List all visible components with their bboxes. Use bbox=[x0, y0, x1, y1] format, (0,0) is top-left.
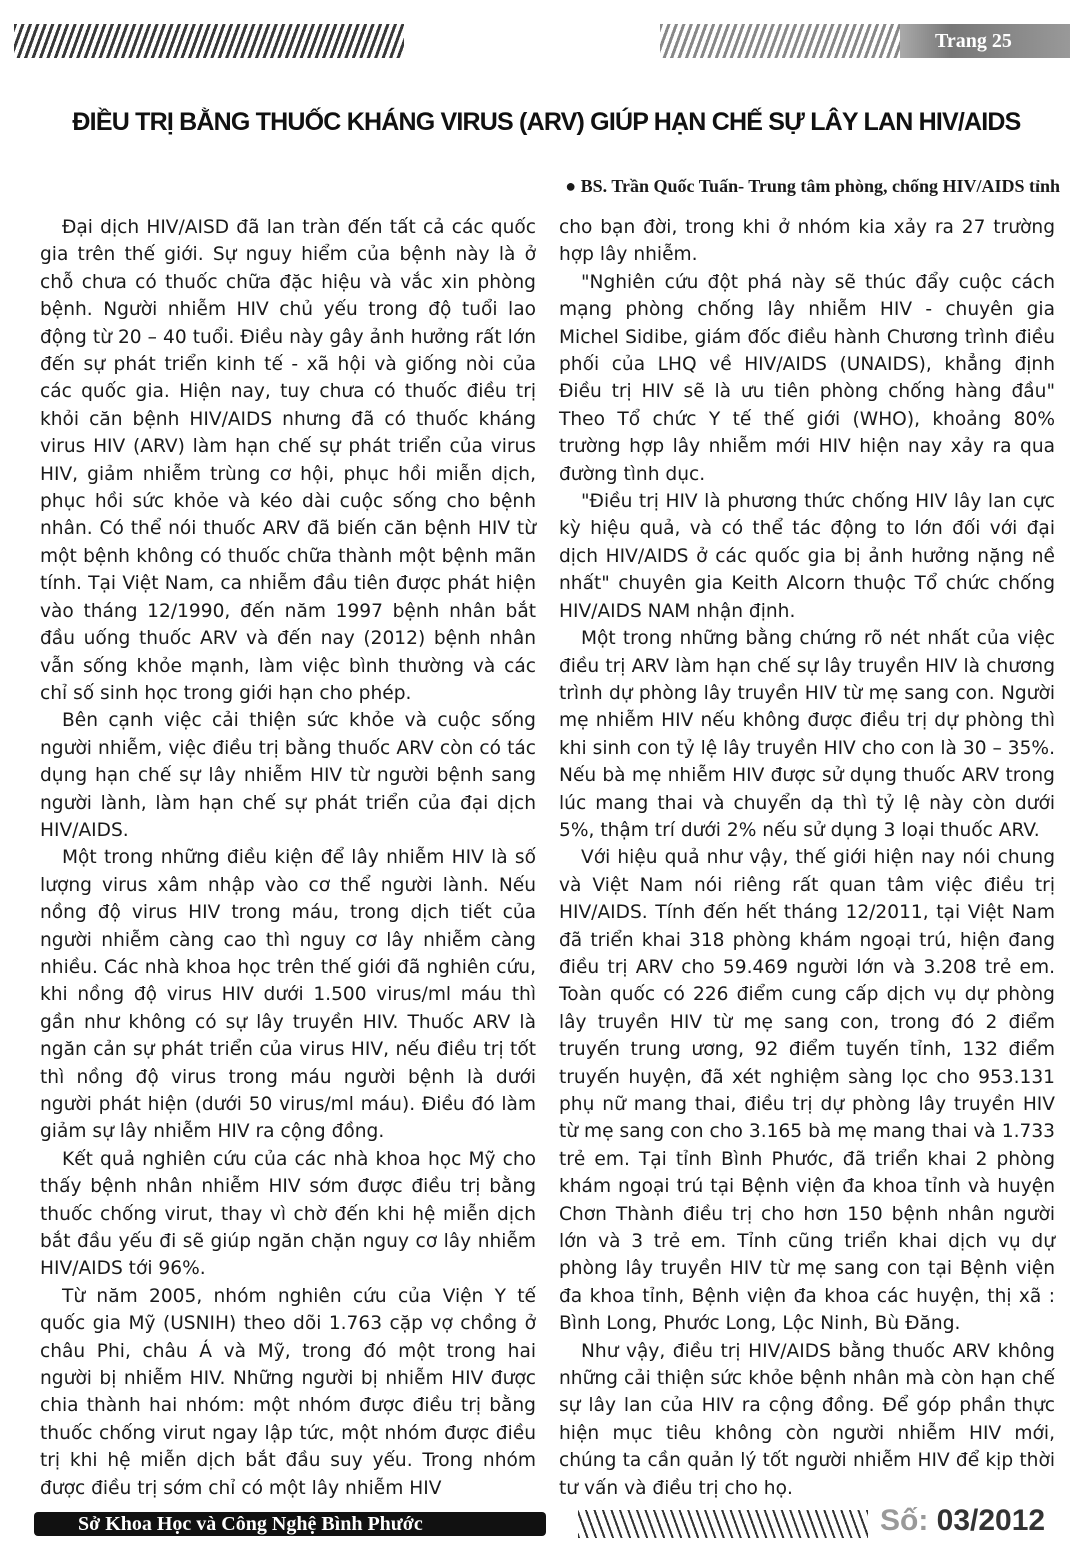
issue-value: 03/2012 bbox=[936, 1504, 1046, 1537]
issue-prefix: Số: bbox=[880, 1504, 929, 1537]
paragraph: "Điều trị HIV là phương thức chống HIV lây lan cực kỳ hiệu quả, và có thể tác động to lớn đối với đại dịch HIV/AIDS ở các quốc gia bị ảnh hưởng nặng nề nhất" chuyên gia Keith Alcorn thuộc Tổ chức chống HIV/AIDS NAM nhận định. bbox=[559, 491, 1055, 622]
paragraph: Đại dịch HIV/AISD đã lan tràn đến tất cả các quốc gia trên thế giới. Sự nguy hiểm của bệnh này là ở chỗ chưa có thuốc chữa đặc hiệu và vắc xin phòng bệnh. Người nhiễm HIV chủ yếu trong độ tuổi lao động từ 20 – 40 tuổi. Điều này gây ảnh hưởng rất lớn đến sự phát triển kinh tế - xã hội và giống nòi của các quốc gia. Hiện nay, tuy chưa có thuốc điều trị khỏi căn bệnh HIV/AIDS nhưng đã có thuốc kháng virus HIV (ARV) làm hạn chế sự phát triển của virus HIV, giảm nhiễm trùng cơ hội, phục hồi miễn dịch, phục hồi sức khỏe và kéo dài cuộc sống cho bệnh nhân. Có thể nói thuốc ARV đã biến căn bệnh HIV từ một bệnh không có thuốc chữa thành một bệnh mãn tính. Tại Việt Nam, ca nhiễm đầu tiên được phát hiện vào tháng 12/1990, đến năm 1997 bệnh nhân bắt đầu uống thuốc ARV và đến nay (2012) bệnh nhân vẫn sống khỏe mạnh, làm việc bình thường và các chỉ số sinh học trong giới hạn cho phép. bbox=[40, 217, 536, 704]
issue-number bbox=[880, 1504, 1045, 1538]
article-column-2 bbox=[559, 214, 1055, 1502]
footer-hatch-decoration bbox=[578, 1510, 868, 1538]
paragraph: Với hiệu quả như vậy, thế giới hiện nay nói chung và Việt Nam nói riêng rất quan tâm việc điều trị HIV/AIDS. Tính đến hết tháng 12/2011, tại Việt Nam đã triển khai 318 phòng khám ngoại trú, hiện đang điều trị ARV cho 59.469 người lớn và 3.208 trẻ em. Toàn quốc có 226 điểm cung cấp dịch vụ dự phòng lây truyền HIV từ mẹ sang con, trong đó 2 điểm truyến trung ương, 92 điểm tuyến tỉnh, 132 điểm truyến huyện, đã xét nghiệm sàng lọc cho 953.131 phụ nữ mang thai, điều trị dự phòng lây truyền HIV từ mẹ sang con cho 3.165 bà mẹ mang thai và 1.733 trẻ em. Tại tỉnh Bình Phước, đã triển khai 2 phòng khám ngoại trú tại Bệnh viện đa khoa tỉnh và huyện Chơn Thành điều trị cho hơn 150 bệnh nhân người lớn và 3 trẻ em. Tỉnh cũng triển khai dịch vụ dự phòng lây truyền HIV từ mẹ sang con tại Bệnh viện đa khoa tỉnh, Bệnh viện đa khoa các huyện, thị xã : Bình Long, Phước Long, Lộc Ninh, Bù Đăng. bbox=[559, 847, 1055, 1335]
paragraph: Từ năm 2005, nhóm nghiên cứu của Viện Y tế quốc gia Mỹ (USNIH) theo dõi 1.763 cặp vợ chồng ở châu Phi, châu Á và Mỹ, trong đó một trong hai người bị nhiễm HIV. Những người bị nhiễm HIV được chia thành hai nhóm: một nhóm được điều trị bằng thuốc chống virut ngay lập tức, một nhóm được điều trị khi hệ miễn dịch bắt đầu suy yếu. Trong nhóm được điều trị sớm chỉ có một lây nhiễm HIV bbox=[40, 1285, 536, 1499]
paragraph: Một trong những điều kiện để lây nhiễm HIV là số lượng virus xâm nhập vào cơ thể người lành. Nếu nồng độ virus HIV trong máu, trong dịch tiết của người nhiễm càng cao thì nguy cơ lây nhiễm càng nhiều. Các nhà khoa học trên thế giới đã nghiên cứu, khi nồng độ virus HIV dưới 1.500 virus/ml máu thì gần như không có sự lây truyền HIV. Thuốc ARV là ngăn cản sự phát triển của virus HIV, nếu điều trị tốt thì nồng độ virus trong máu người bệnh là dưới người phát hiện (dưới 50 virus/ml máu). Điều đó làm giảm sự lây nhiễm HIV ra cộng đồng. bbox=[40, 847, 536, 1143]
paragraph: Kết quả nghiên cứu của các nhà khoa học Mỹ cho thấy bệnh nhân nhiễm HIV sớm được điều trị bằng thuốc chống virut, thay vì chờ đến khi hệ miễn dịch bắt đầu yếu đi sẽ giúp ngăn chặn nguy cơ lây nhiễm HIV/AIDS tới 96%. bbox=[40, 1148, 536, 1280]
article-column-1 bbox=[40, 214, 536, 1502]
article-title-text: ĐIỀU TRỊ BẰNG THUỐC KHÁNG VIRUS (ARV) GIÚP HẠN CHẾ SỰ LÂY LAN HIV/AIDS bbox=[72, 108, 1021, 136]
header-hatch-decoration-right bbox=[660, 24, 920, 58]
paragraph: Một trong những bằng chứng rõ nét nhất của việc điều trị ARV làm hạn chế sự lây truyền HIV là chương trình dự phòng lây truyền HIV từ mẹ sang con. Người mẹ nhiễm HIV nếu không được điều trị dự phòng thì khi sinh con tỷ lệ lây truyền HIV cho con là 30 – 35%. Nếu bà mẹ nhiễm HIV được sử dụng thuốc ARV trong lúc mang thai và chuyển dạ thì tỷ lệ này còn dưới 5%, thậm trí dưới 2% nếu sử dụng 3 loại thuốc ARV. bbox=[559, 628, 1055, 841]
article-byline: ● BS. Trần Quốc Tuấn- Trung tâm phòng, chống HIV/AIDS tỉnh bbox=[565, 176, 1060, 196]
paragraph: Như vậy, điều trị HIV/AIDS bằng thuốc ARV không những cải thiện sức khỏe bệnh nhân mà còn hạn chế sự lây lan của HIV ra cộng đồng. Để góp phần thực hiện mục tiêu không còn người nhiễm HIV mới, chúng ta cần quản lý tốt người nhiễm HIV để kịp thời tư vấn và điều trị cho họ. bbox=[559, 1340, 1055, 1499]
footer-organization: Sở Khoa Học và Công Nghệ Bình Phước bbox=[78, 1513, 423, 1535]
page-number: Trang 25 bbox=[935, 30, 1012, 52]
paragraph: "Nghiên cứu đột phá này sẽ thúc đẩy cuộc cách mạng phòng chống lây nhiễm HIV - chuyên gia Michel Sidibe, giám đốc điều hành Chương trình điều phối của LHQ về HIV/AIDS (UNAIDS), khẳng định Điều trị HIV sẽ là ưu tiên phòng chống hàng đầu" Theo Tổ chức Y tế thế giới (WHO), khoảng 80% trường hợp lây nhiễm mới HIV hiện nay xảy ra qua đường tình dục. bbox=[559, 271, 1055, 485]
header-hatch-decoration bbox=[14, 24, 404, 58]
article-title bbox=[24, 100, 1069, 144]
paragraph: Bên cạnh việc cải thiện sức khỏe và cuộc sống người nhiễm, việc điều trị bằng thuốc ARV còn có tác dụng hạn chế sự lây nhiễm HIV từ người bệnh sang người lành, làm hạn chế sự phát triển của đại dịch HIV/AIDS. bbox=[40, 710, 536, 841]
paragraph-continued: cho bạn đời, trong khi ở nhóm kia xảy ra 27 trường hợp lây nhiễm. bbox=[559, 217, 1055, 266]
